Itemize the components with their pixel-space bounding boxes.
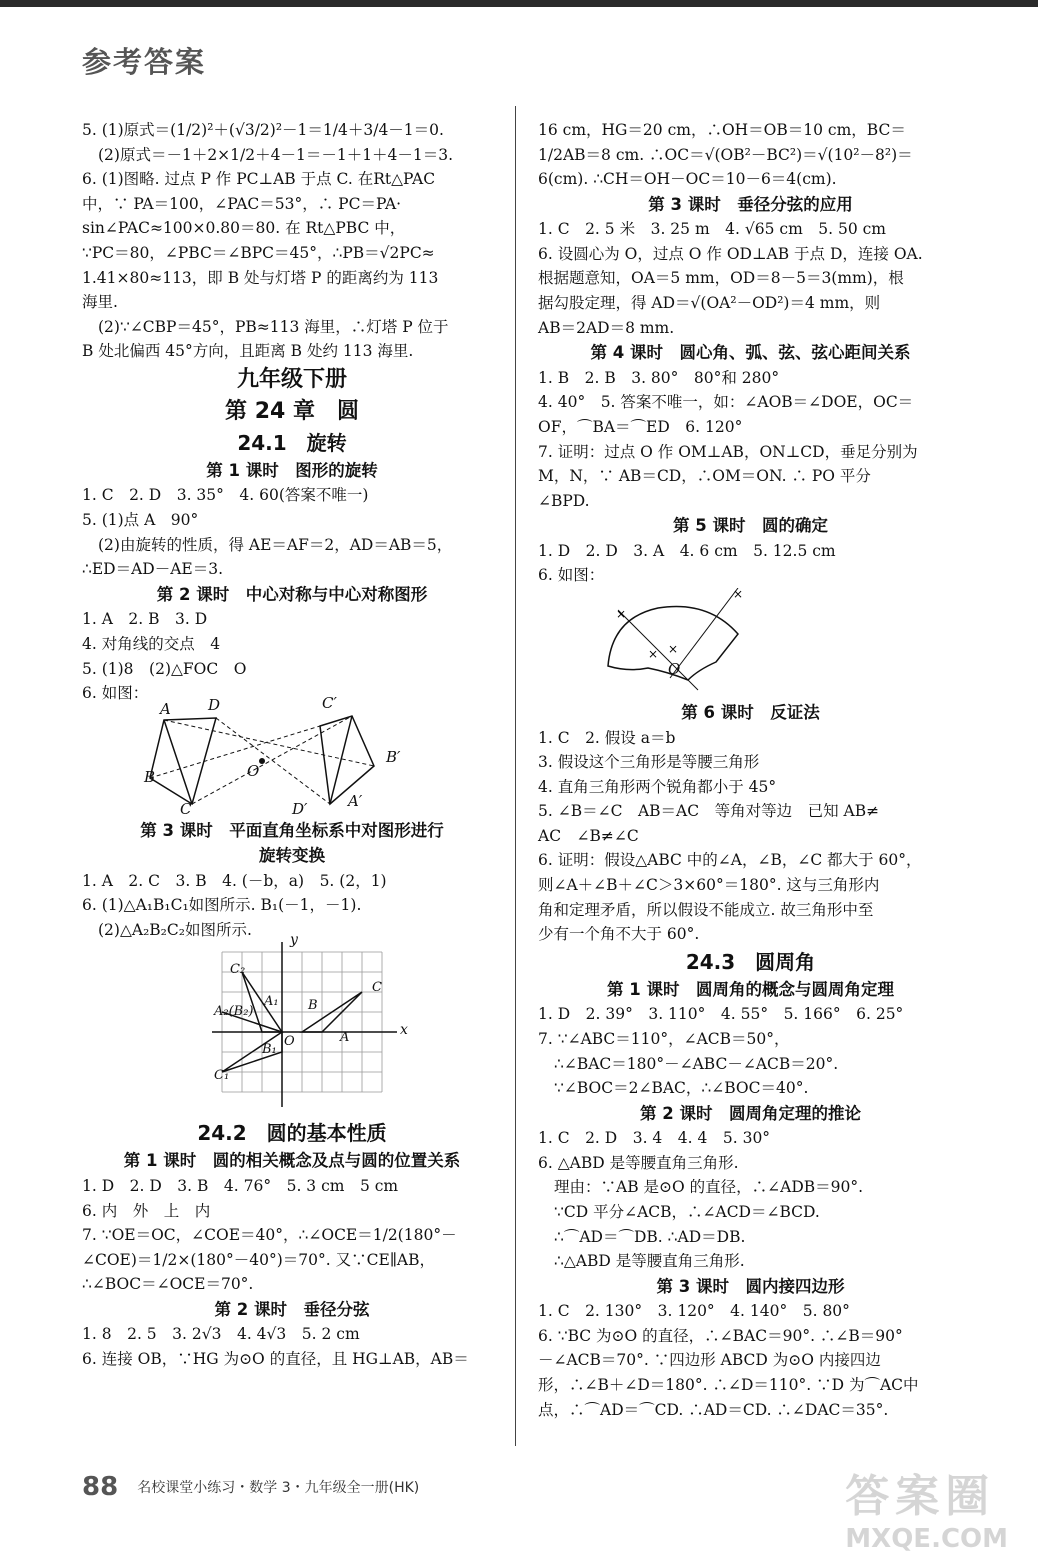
fig1-label: D xyxy=(208,695,221,714)
watermark xyxy=(845,1460,1008,1554)
answer-line: 1. C 2. D 3. 35° 4. 60(答案不唯一) xyxy=(82,486,369,505)
fig2-label: x xyxy=(400,1022,408,1039)
fig1-label: A xyxy=(160,699,171,718)
watermark-url: MXQE.COM xyxy=(845,1524,1008,1554)
lesson-heading: 第 3 课时 圆内接四边形 xyxy=(656,1276,845,1296)
answer-line: 形，∴∠B＋∠D＝180°. ∴∠D＝110°. ∵D 为⌒AC中 xyxy=(538,1376,919,1395)
answer-line: 7. ∵OE＝OC，∠COE＝40°，∴∠OCE＝1/2(180°－ xyxy=(82,1226,457,1245)
fig1-label: D′ xyxy=(292,799,308,818)
answer-line: 4. 直角三角形两个锐角都小于 45° xyxy=(538,777,777,796)
column-divider xyxy=(515,106,516,1446)
section-heading: 24.1 旋转 xyxy=(237,430,347,455)
fig2-label: y xyxy=(290,932,298,949)
answer-line: 中，∵ PA＝100，∠PAC＝53°，∴ PC＝PA· xyxy=(82,194,402,213)
answer-line: 7. 证明：过点 O 作 OM⊥AB，ON⊥CD，垂足分别为 xyxy=(538,442,918,461)
answer-line: ∵CD 平分∠ACB，∴∠ACD＝∠BCD. xyxy=(554,1203,820,1221)
answer-line: 6. (1)△A₁B₁C₁如图所示. B₁(－1，－1). xyxy=(82,896,362,915)
fig1-label: C xyxy=(180,799,192,818)
chapter-heading: 第 24 章 圆 xyxy=(225,398,359,424)
answer-line: 6. 设圆心为 O，过点 O 作 OD⊥AB 于点 D，连接 OA. xyxy=(538,244,923,263)
answer-line: ∴ED＝AD－AE＝3. xyxy=(82,560,224,579)
lesson-heading: 第 3 课时 垂径分弦的应用 xyxy=(648,194,853,214)
fig2-label: A xyxy=(340,1030,350,1046)
answer-line: 6. ∵BC 为⊙O 的直径，∴∠BAC＝90°. ∴∠B＝90° xyxy=(538,1326,903,1345)
answer-line: 6. 连接 OB，∵HG 为⊙O 的直径，且 HG⊥AB，AB＝ xyxy=(82,1350,469,1369)
fig2-label: C₁ xyxy=(214,1068,230,1084)
answer-line: 1. 8 2. 5 3. 2√3 4. 4√3 5. 2 cm xyxy=(82,1325,360,1344)
lesson-heading: 第 1 课时 圆的相关概念及点与圆的位置关系 xyxy=(123,1151,461,1171)
answer-line: 点，∴⌒AD＝⌒CD. ∴AD＝CD. ∴∠DAC＝35°. xyxy=(538,1400,889,1419)
answer-line: 1. C 2. D 3. 4 4. 4 5. 30° xyxy=(538,1129,771,1148)
lesson-heading: 第 2 课时 垂径分弦 xyxy=(214,1299,370,1319)
answer-line: 6. 内 外 上 内 xyxy=(82,1201,211,1220)
footer-title: 名校课堂小练习・数学 3・九年级全一册(HK) xyxy=(137,1480,420,1496)
fig1-label: O xyxy=(247,761,260,780)
answer-line: 据勾股定理，得 AD＝√(OA²－OD²)＝4 mm，则 xyxy=(538,294,881,313)
lesson-heading: 旋转变换 xyxy=(259,846,325,866)
answer-line: 1. C 2. 假设 a＝b xyxy=(538,728,676,747)
answer-line: 16 cm，HG＝20 cm，∴OH＝OB＝10 cm，BC＝ xyxy=(538,121,906,139)
section-heading: 24.2 圆的基本性质 xyxy=(197,1121,387,1146)
svg-text:×: × xyxy=(648,647,659,661)
lesson-heading: 第 2 课时 中心对称与中心对称图形 xyxy=(156,584,428,604)
answer-line: 1. D 2. D 3. A 4. 6 cm 5. 12.5 cm xyxy=(538,541,836,560)
answer-line: ∠BPD. xyxy=(538,491,590,510)
answer-line: 根据题意知，OA＝5 mm，OD＝8－5＝3(mm)，根 xyxy=(538,269,904,288)
lesson-heading: 第 2 课时 圆周角定理的推论 xyxy=(640,1103,861,1123)
answer-line: 1. C 2. 5 米 3. 25 m 4. √65 cm 5. 50 cm xyxy=(538,220,887,239)
answer-line: 6. 证明：假设△ABC 中的∠A，∠B，∠C 都大于 60°， xyxy=(538,851,922,870)
answer-line: (2)∵∠CBP＝45°，PB≈113 海里，∴灯塔 P 位于 xyxy=(98,317,449,336)
fig1-label: B xyxy=(144,767,156,786)
answer-line: 6(cm). ∴CH＝OH－OC＝10－6＝4(cm). xyxy=(538,170,837,189)
answer-line: 则∠A＋∠B＋∠C＞3×60°＝180°. 这与三角形内 xyxy=(538,876,880,895)
answer-line: 理由：∵AB 是⊙O 的直径，∴∠ADB＝90°. xyxy=(554,1178,864,1197)
answer-line: －∠ACB＝70°. ∵四边形 ABCD 为⊙O 内接四边 xyxy=(538,1351,881,1370)
answer-line: 1. C 2. 130° 3. 120° 4. 140° 5. 80° xyxy=(538,1302,850,1321)
answer-line: 4. 40° 5. 答案不唯一，如：∠AOB＝∠DOE，OC＝ xyxy=(538,393,914,412)
fig2-label: O xyxy=(284,1034,295,1050)
page-footer xyxy=(82,1472,419,1502)
answer-line: ∠COE)＝1/2×(180°－40°)＝70°. 又∵CE∥AB， xyxy=(82,1250,435,1269)
fig1-label: A′ xyxy=(348,791,363,810)
right-column xyxy=(538,118,963,1422)
answer-line: 5. ∠B＝∠C AB＝AC 等角对等边 已知 AB≠ xyxy=(538,802,880,821)
answer-line: 1. D 2. D 3. B 4. 76° 5. 3 cm 5 cm xyxy=(82,1176,399,1195)
answer-line: OF，⌒BA＝⌒ED 6. 120° xyxy=(538,417,743,436)
svg-text:×: × xyxy=(668,642,679,656)
answer-line: (2)原式＝－1＋2×1/2＋4－1＝－1＋1＋4－1＝3. xyxy=(98,145,454,164)
answer-line: sin∠PAC≈100×0.80＝80. 在 Rt△PBC 中， xyxy=(82,219,406,238)
fig1-label: B′ xyxy=(386,747,401,766)
answer-line: 6. 如图： xyxy=(82,684,149,703)
answer-line: AB＝2AD＝8 mm. xyxy=(538,318,675,337)
answer-line: (2)△A₂B₂C₂如图所示. xyxy=(98,920,252,939)
svg-text:×: × xyxy=(733,588,744,601)
answer-line: 6. (1)图略. 过点 P 作 PC⊥AB 于点 C. 在Rt△PAC xyxy=(82,170,436,189)
answer-line: B 处北偏西 45°方向，且距离 B 处约 113 海里. xyxy=(82,342,414,361)
answer-line: M，N，∵ AB＝CD，∴OM＝ON. ∴ PO 平分 xyxy=(538,467,871,486)
top-bar xyxy=(0,0,1038,7)
section-heading: 24.3 圆周角 xyxy=(685,949,816,974)
lesson-heading: 第 6 课时 反证法 xyxy=(681,703,820,722)
answer-line: 5. (1)8 (2)△FOC O xyxy=(82,659,247,678)
fig2-label: B₁ xyxy=(262,1042,277,1058)
answer-line: AC ∠B≠∠C xyxy=(538,826,639,845)
answer-line: ∴⌒AD＝⌒DB. ∴AD＝DB. xyxy=(554,1227,746,1246)
fig2-label: A₁ xyxy=(264,994,279,1010)
page-number: 88 xyxy=(82,1472,119,1502)
fig2-label: C₂ xyxy=(230,962,246,978)
answer-line: 1.41×80≈113，即 B 处与灯塔 P 的距离约为 113 xyxy=(82,268,439,287)
answer-line: 角和定理矛盾，所以假设不能成立. 故三角形中至 xyxy=(538,900,874,919)
answer-line: 少有一个角不大于 60°. xyxy=(538,925,700,944)
answer-line: 1. D 2. 39° 3. 110° 4. 55° 5. 166° 6. 25° xyxy=(538,1005,904,1024)
answer-line: 7. ∵∠ABC＝110°，∠ACB＝50°， xyxy=(538,1029,790,1048)
answer-line: 4. 对角线的交点 4 xyxy=(82,634,221,653)
answer-line: ∵∠BOC＝2∠BAC，∴∠BOC＝40°. xyxy=(554,1079,809,1098)
fig3-label: O xyxy=(668,660,681,678)
left-column xyxy=(82,118,502,1372)
answer-line: ∴∠BOC＝∠OCE＝70°. xyxy=(82,1275,254,1294)
answer-line: 6. △ABD 是等腰直角三角形. xyxy=(538,1153,739,1172)
lesson-heading: 第 3 课时 平面直角坐标系中对图形进行 xyxy=(140,820,444,840)
figure-coordinate-rotation xyxy=(82,932,502,1118)
answer-line: 5. (1)点 A 90° xyxy=(82,511,199,530)
answer-line: ∴∠BAC＝180°－∠ABC－∠ACB＝20°. xyxy=(554,1054,839,1073)
answer-line: 1. A 2. C 3. B 4. (－b，a) 5. (2，1) xyxy=(82,871,387,890)
figure-circle-determination xyxy=(538,588,963,700)
page-header: 参考答案 xyxy=(82,45,207,79)
answer-line: 1. B 2. B 3. 80° 80°和 280° xyxy=(538,368,780,387)
svg-text:×: × xyxy=(616,607,627,621)
answer-line: 1. A 2. B 3. D xyxy=(82,610,208,629)
lesson-heading: 第 5 课时 圆的确定 xyxy=(673,516,828,536)
fig2-label: A₂(B₂) xyxy=(214,1004,254,1020)
answer-line: 海里. xyxy=(82,293,118,312)
chapter-heading: 九年级下册 xyxy=(236,366,347,392)
lesson-heading: 第 4 课时 圆心角、弧、弦、弦心距间关系 xyxy=(590,343,911,363)
answer-line: 6. 如图： xyxy=(538,566,605,585)
answer-line: 1/2AB＝8 cm. ∴OC＝√(OB²－BC²)＝√(10²－8²)＝ xyxy=(538,145,913,164)
answer-line: ∴△ABD 是等腰直角三角形. xyxy=(554,1252,745,1271)
watermark-text: 答案圈 xyxy=(845,1471,996,1522)
fig1-label: C′ xyxy=(322,693,337,712)
lesson-heading: 第 1 课时 图形的旋转 xyxy=(206,460,378,480)
fig2-label: B xyxy=(308,998,318,1014)
fig2-label: C xyxy=(372,980,382,996)
answer-line: 3. 假设这个三角形是等腰三角形 xyxy=(538,753,760,772)
answer-line: 5. (1)原式＝(1/2)²＋(√3/2)²－1＝1/4＋3/4－1＝0. xyxy=(82,121,444,139)
answer-line: (2)由旋转的性质，得 AE＝AF＝2，AD＝AB＝5， xyxy=(98,535,453,554)
lesson-heading: 第 1 课时 圆周角的概念与圆周角定理 xyxy=(607,979,894,999)
answer-line: ∵PC＝80，∠PBC＝∠BPC＝45°，∴PB＝√2PC≈ xyxy=(82,243,435,262)
